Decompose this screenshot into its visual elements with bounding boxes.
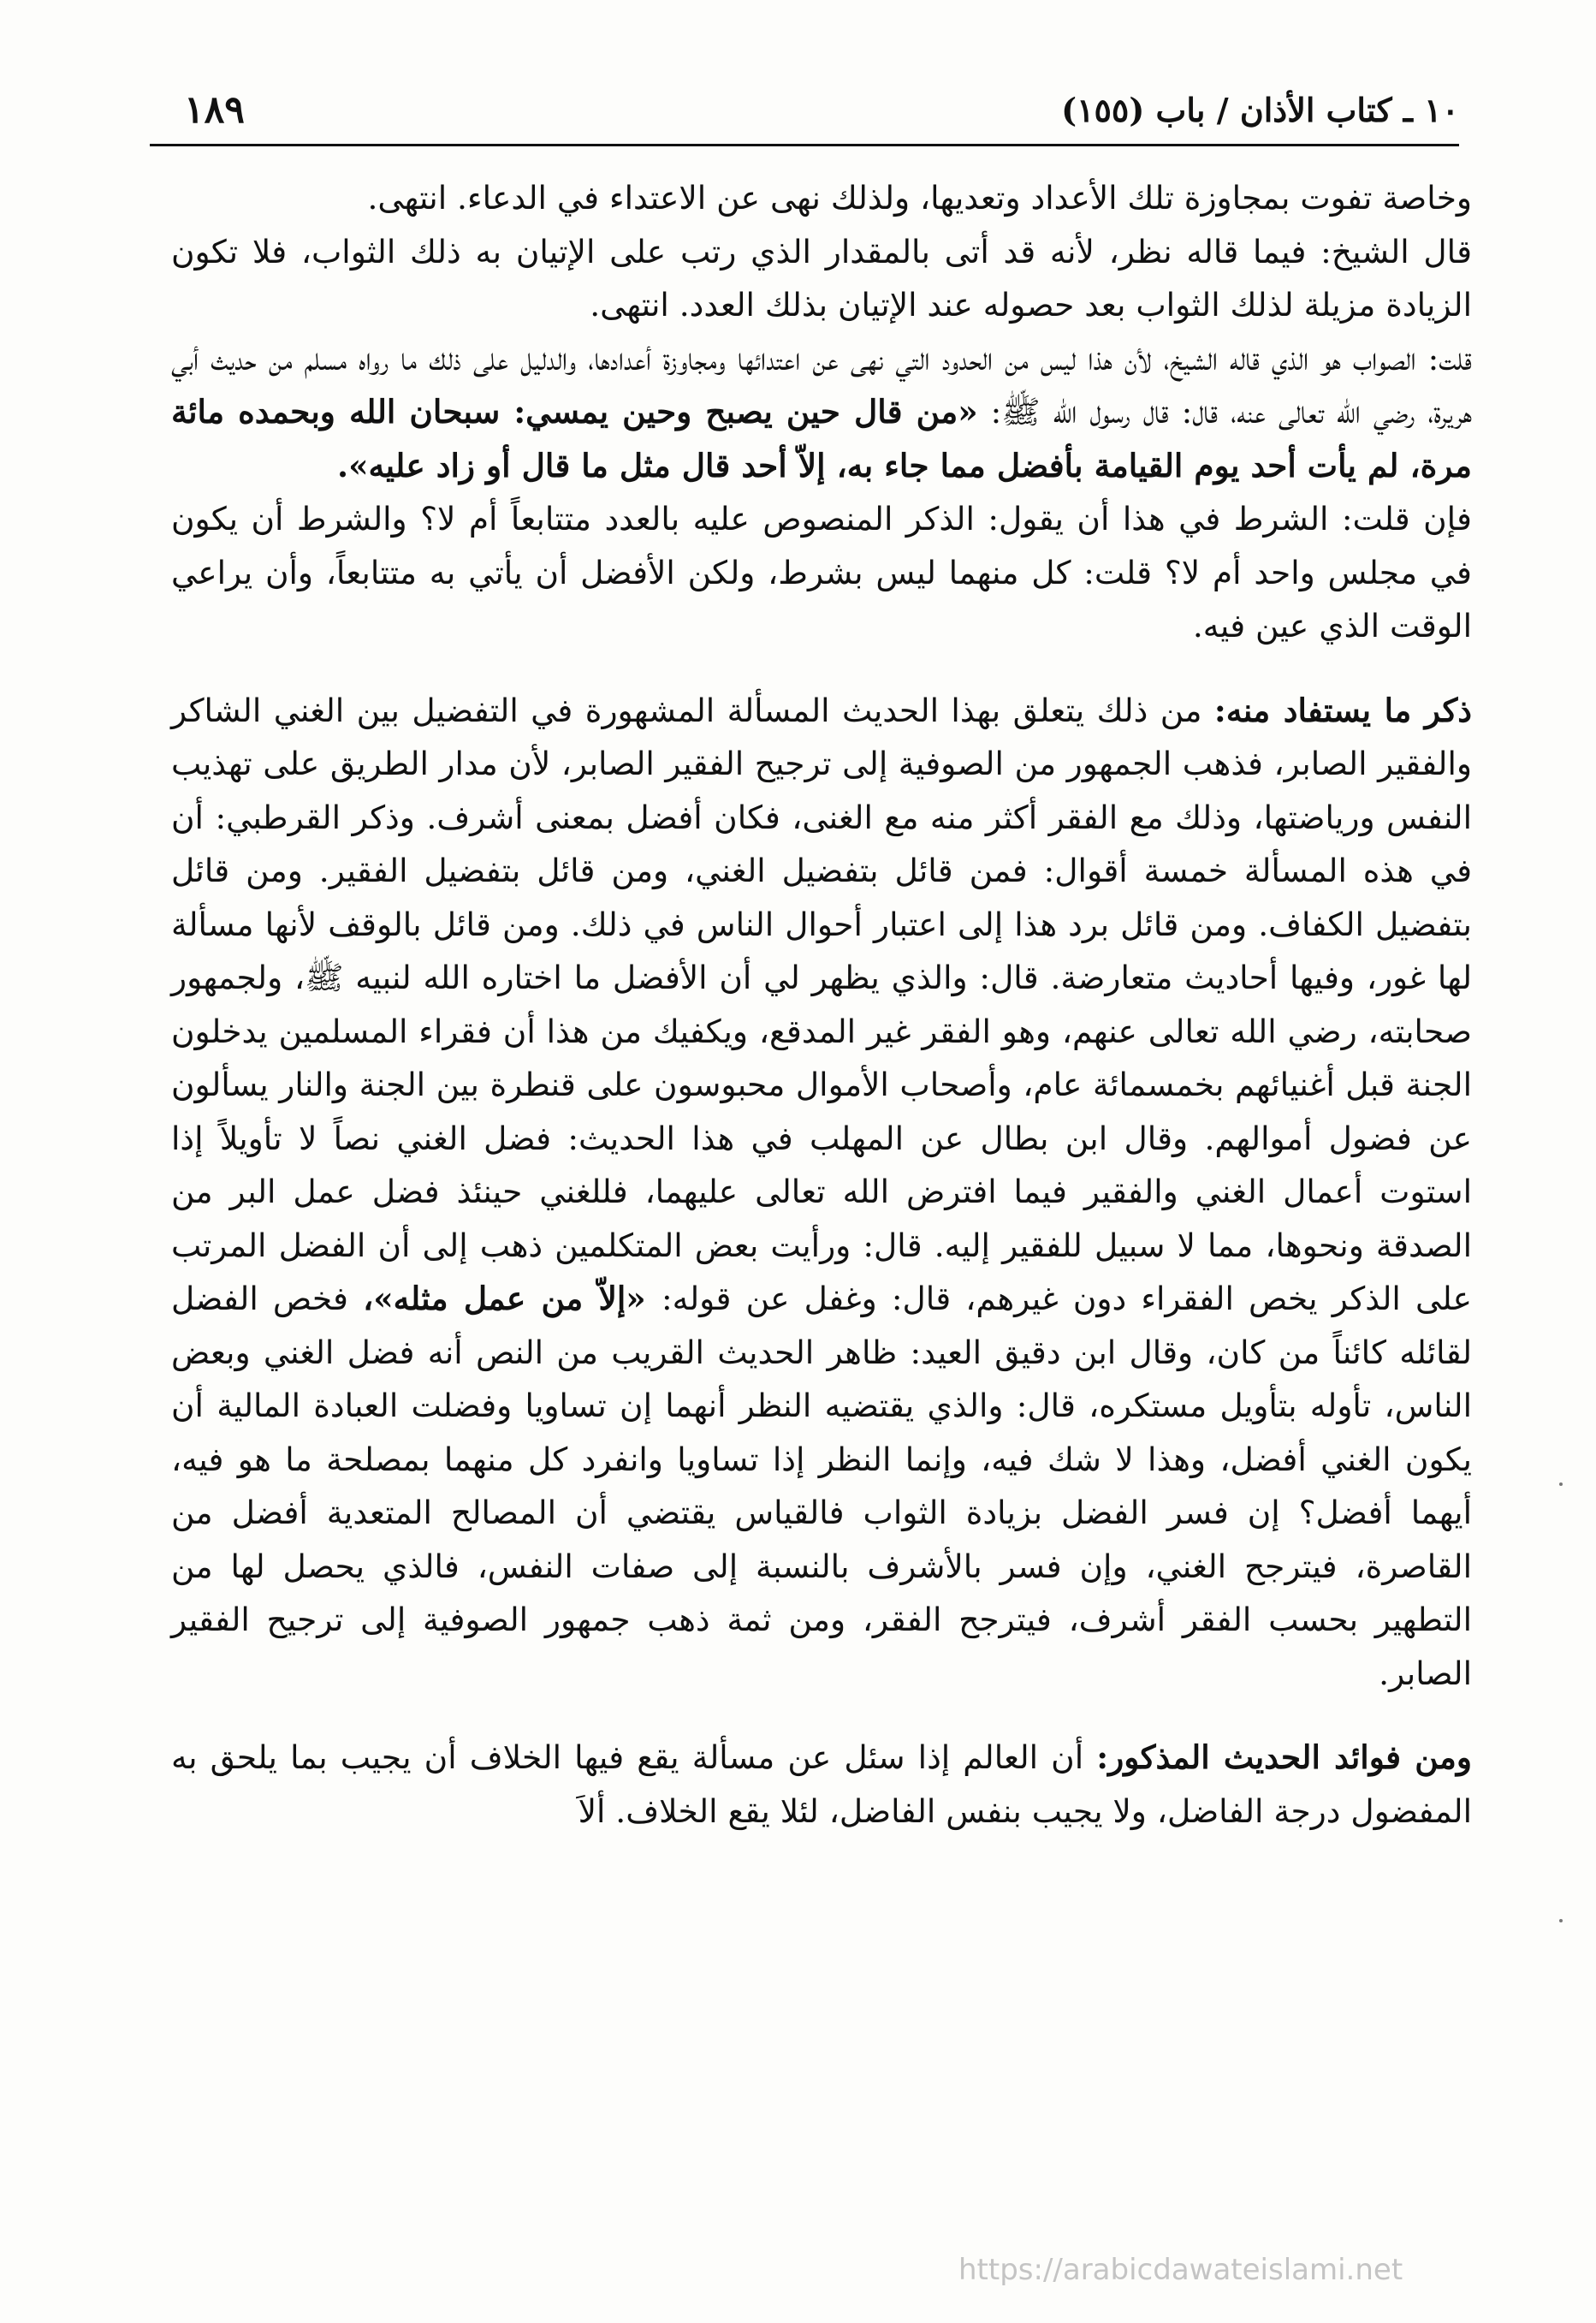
margin-dot — [1559, 1482, 1563, 1486]
margin-dot — [1559, 1919, 1563, 1922]
paragraph-5-end: فخص الفضل لقائله كائناً من كان، وقال ابن دقيق العيد: ظاهر الحديث القريب من النص أنه فضل الغني وبعض الناس، تأوله بتأويل مستكره، قال: والذي يقتضيه النظر أنهما إن تساويا وفضلت العبادة المالية أن يكون الغني أفضل، وهذا لا شك فيه، وإنما النظر إذا تساويا وانفرد كل منهما بمصلحة ما هو فيه، أيهما أفضل؟ إن فسر الفضل بزيادة الثواب فالقياس يقتضي أن المصالح المتعدية أفضل من القاصرة، فيترجح الغني، وإن فسر بالأشرف بالنسبة إلى صفات النفس، فالذي يحصل لها من التطهير بحسب الفقر أشرف، فيترجح الفقر، ومن ثمة ذهب جمهور الصوفية إلى ترجيح الفقير الصابر. — [171, 1280, 1472, 1692]
paragraph-1: وخاصة تفوت بمجاوزة تلك الأعداد وتعديها، ولذلك نهى عن الاعتداء في الدعاء. انتهى. — [367, 179, 1472, 217]
paragraph-2: قال الشيخ: فيما قاله نظر، لأنه قد أتى بالمقدار الذي رتب على الإتيان به ذلك الثواب، فلا تكون الزيادة مزيلة لذلك الثواب بعد حصوله عند الإتيان بذلك العدد. انتهى. — [171, 232, 1472, 324]
section-heading-lessons: ومن فوائد الحديث المذكور: — [1096, 1738, 1472, 1776]
page-body — [171, 171, 1472, 1838]
page-header — [150, 75, 1459, 146]
paragraph-3-intro: قلت: الصواب هو الذي قاله الشيخ، لأن هذا ليس من الحدود التي نهى عن اعتدائها ومجاوزة أعدادها، والدليل على ذلك ما رواه مسلم من حديث أبي هريرة، رضي الله تعالى عنه، قال: قال رسول الله ﷺ: — [171, 339, 1473, 431]
page-number: ١٨٩ — [184, 87, 245, 132]
inline-quote: «إلاّ من عمل مثله»، — [363, 1280, 662, 1317]
running-title: ١٠ ـ كتاب الأذان / باب (١٥٥) — [1061, 90, 1459, 129]
section-heading-benefits: ذكر ما يستفاد منه: — [1213, 691, 1473, 729]
paragraph-4: فإن قلت: الشرط في هذا أن يقول: الذكر المنصوص عليه بالعدد متتابعاً أم لا؟ والشرط أن يكون في مجلس واحد أم لا؟ قلت: كل منهما ليس بشرط، ولكن الأفضل أن يأتي به متتابعاً، وأن يراعي الوقت الذي عين فيه. — [171, 500, 1472, 645]
paragraph-5-text: من ذلك يتعلق بهذا الحديث المسألة المشهورة في التفضيل بين الغني الشاكر والفقير الصابر، فذهب الجمهور من الصوفية إلى ترجيح الفقير الصابر، لأن مدار الطريق على تهذيب النفس ورياضتها، وذلك مع الفقر أكثر منه مع الغنى، فكان أفضل بمعنى أشرف. وذكر القرطبي: أن في هذه المسألة خمسة أقوال: فمن قائل بتفضيل الغني، ومن قائل بتفضيل الفقير. ومن قائل بتفضيل الكفاف. ومن قائل برد هذا إلى اعتبار أحوال الناس في ذلك. ومن قائل بالوقف لأنها مسألة لها غور، وفيها أحاديث متعارضة. قال: والذي يظهر لي أن الأفضل ما اختاره الله لنبيه ﷺ، ولجمهور صحابته، رضي الله تعالى عنهم، وهو الفقر غير المدقع، ويكفيك من هذا أن فقراء المسلمين يدخلون الجنة قبل أغنيائهم بخمسمائة عام، وأصحاب الأموال محبوسون على قنطرة بين الجنة والنار يسألون عن فضول أموالهم. وقال ابن بطال عن المهلب في هذا الحديث: فضل الغني نصاً لا تأويلاً إذا استوت أعمال الغني والفقير فيما افترض الله تعالى عليهما، فللغني حينئذ فضل عمل البر من الصدقة ونحوها، مما لا سبيل للفقير إليه. قال: ورأيت بعض المتكلمين ذهب إلى أن الفضل المرتب على الذكر يخص الفقراء دون غيرهم، قال: وغفل عن قوله: — [171, 691, 1472, 1317]
watermark-url: https://arabicdawateislami.net — [958, 2253, 1403, 2287]
paragraph-5 — [171, 684, 1472, 1701]
paragraph-3 — [171, 332, 1472, 493]
paragraph-6-text: أن العالم إذا سئل عن مسألة يقع فيها الخلاف أن يجيب بما يلحق به المفضول درجة الفاضل، ولا يجيب بنفس الفاضل، لئلا يقع الخلاف. ألاَ — [171, 1738, 1472, 1830]
hadith-quote: «من قال حين يصبح وحين يمسي: سبحان الله وبحمده مائة مرة، لم يأت أحد يوم القيامة بأفضل مما جاء به، إلاّ أحد قال مثل ما قال أو زاد عليه». — [171, 393, 1472, 484]
paragraph-6 — [171, 1731, 1472, 1838]
